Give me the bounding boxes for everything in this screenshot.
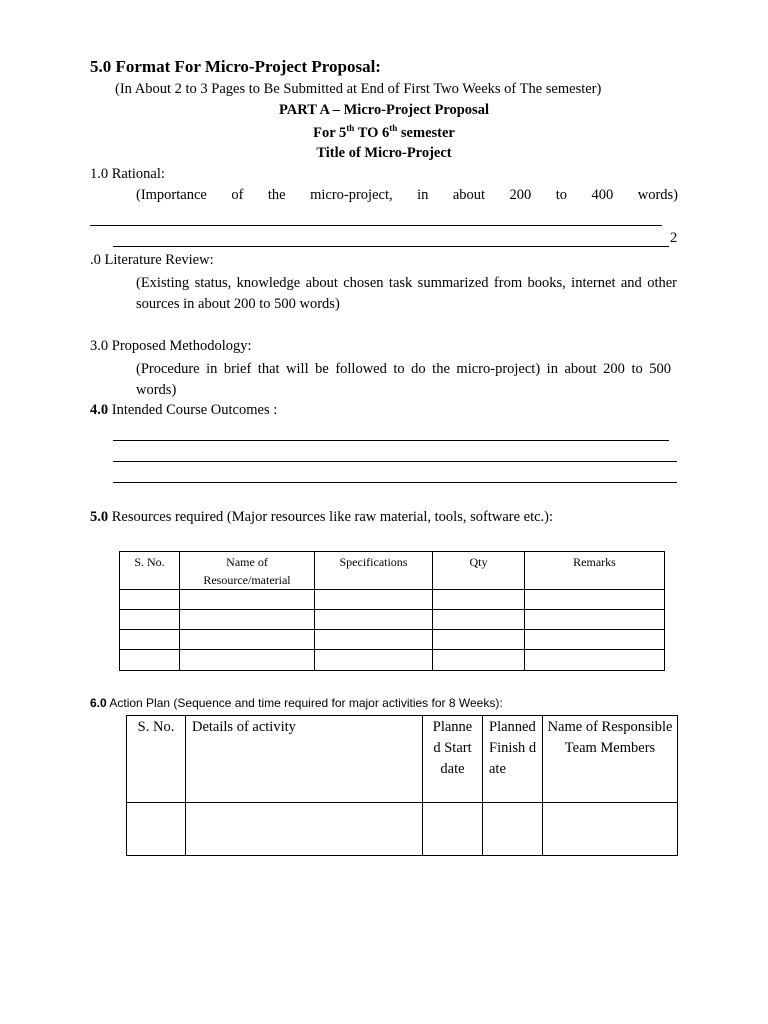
table-cell[interactable] — [543, 803, 678, 856]
col-resource-name — [180, 552, 315, 590]
table-cell[interactable] — [315, 590, 433, 610]
rational-word: about — [452, 187, 486, 203]
semester-mid: TO 6 — [354, 124, 390, 141]
rational-word: of — [231, 187, 244, 203]
table-cell[interactable] — [525, 650, 665, 671]
page-subheading: (In About 2 to 3 Pages to Be Submitted at End of First Two Weeks of The semester) — [115, 81, 602, 97]
col-responsible-members-text: Name of Responsible Team Members — [547, 719, 673, 756]
action-plan-header-row — [127, 716, 678, 803]
table-cell[interactable] — [127, 803, 186, 856]
semester-sup-1: th — [346, 123, 355, 133]
semester-pre: For 5 — [313, 124, 347, 141]
col-resource-name-text: Name of Resource/material — [203, 555, 291, 587]
col-remarks: Remarks — [525, 552, 665, 590]
col-planned-finish — [483, 716, 543, 803]
rational-word: in — [417, 187, 429, 203]
rational-word: (Importance — [136, 187, 207, 203]
course-outcomes-label — [90, 402, 277, 419]
part-a-title: PART A – Micro-Project Proposal — [279, 102, 489, 118]
col-planned-finish-text: Planned Finish date — [489, 719, 537, 777]
table-cell[interactable] — [525, 630, 665, 650]
col-sno: S. No. — [127, 716, 186, 803]
col-planned-start — [423, 716, 483, 803]
table-row — [120, 650, 665, 671]
methodology-label: 3.0 Proposed Methodology: — [90, 338, 252, 354]
table-cell[interactable] — [315, 630, 433, 650]
table-cell[interactable] — [525, 610, 665, 630]
page-number-marker: 2 — [670, 230, 678, 246]
micro-project-title-label: Title of Micro-Project — [316, 145, 452, 161]
table-row — [120, 610, 665, 630]
rational-description — [136, 187, 678, 204]
writing-line — [113, 461, 677, 462]
writing-line — [113, 440, 669, 441]
literature-review-description: (Existing status, knowledge about chosen task summarized from books, internet and other sources in about 200 to 500 words) — [136, 275, 677, 312]
col-planned-start-text: Planned Start date — [432, 719, 473, 777]
resources-number: 5.0 — [90, 509, 109, 525]
col-qty: Qty — [433, 552, 525, 590]
table-row — [120, 590, 665, 610]
rational-word: micro-project, — [310, 187, 393, 203]
action-plan-number: 6.0 — [90, 696, 107, 710]
writing-line — [90, 225, 662, 226]
table-cell[interactable] — [423, 803, 483, 856]
table-cell[interactable] — [525, 590, 665, 610]
action-plan-label — [90, 696, 503, 710]
rational-word: 400 — [591, 187, 614, 203]
course-outcomes-text: Intended Course Outcomes : — [108, 402, 278, 418]
page-heading: 5.0 Format For Micro-Project Proposal: — [90, 57, 381, 76]
rational-word: 200 — [509, 187, 532, 203]
table-cell[interactable] — [315, 610, 433, 630]
col-responsible-members — [543, 716, 678, 803]
action-plan-text: Action Plan (Sequence and time required for major activities for 8 Weeks): — [106, 696, 503, 710]
table-cell[interactable] — [433, 590, 525, 610]
table-cell[interactable] — [433, 630, 525, 650]
col-specifications: Specifications — [315, 552, 433, 590]
semester-sup-2: th — [389, 123, 398, 133]
course-outcomes-number: 4.0 — [90, 402, 109, 418]
action-plan-table — [126, 715, 678, 856]
table-cell[interactable] — [120, 590, 180, 610]
resources-header-row — [120, 552, 665, 590]
col-sno: S. No. — [120, 552, 180, 590]
table-row — [127, 803, 678, 856]
literature-review-label: .0 Literature Review: — [90, 252, 214, 268]
table-cell[interactable] — [483, 803, 543, 856]
rational-word: words) — [637, 187, 678, 203]
rational-label: 1.0 Rational: — [90, 166, 165, 182]
resources-table — [119, 551, 665, 671]
resources-text: Resources required (Major resources like raw material, tools, software etc.): — [108, 509, 554, 525]
table-cell[interactable] — [315, 650, 433, 671]
table-cell[interactable] — [120, 650, 180, 671]
table-cell[interactable] — [433, 610, 525, 630]
semester-post: semester — [397, 124, 455, 141]
methodology-description: (Procedure in brief that will be followed to do the micro-project) in about 200 to 500 words) — [136, 361, 671, 398]
table-cell[interactable] — [180, 630, 315, 650]
rational-word: to — [555, 187, 568, 203]
table-cell[interactable] — [180, 650, 315, 671]
table-cell[interactable] — [120, 630, 180, 650]
table-cell[interactable] — [120, 610, 180, 630]
resources-label — [90, 509, 553, 526]
col-activity-details: Details of activity — [186, 716, 423, 803]
table-cell[interactable] — [180, 610, 315, 630]
rational-word: the — [267, 187, 286, 203]
table-cell[interactable] — [433, 650, 525, 671]
writing-line — [113, 246, 669, 247]
writing-line — [113, 482, 677, 483]
semester-line — [0, 123, 768, 142]
table-cell[interactable] — [186, 803, 423, 856]
table-cell[interactable] — [180, 590, 315, 610]
table-row — [120, 630, 665, 650]
